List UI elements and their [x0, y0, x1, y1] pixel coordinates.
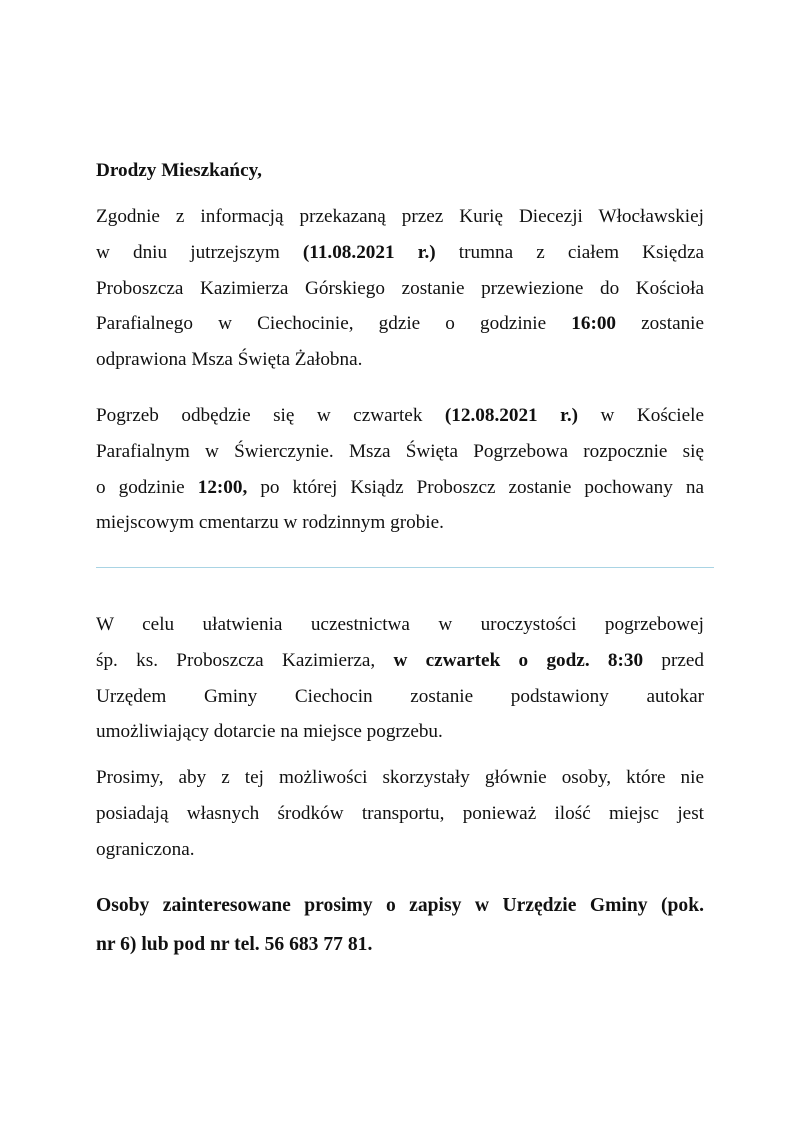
p5-line-2: nr 6) lub pod nr tel. 56 683 77 81. [96, 934, 373, 955]
bus-time: w czwartek o godz. 8:30 [393, 649, 644, 671]
greeting: Drodzy Mieszkańcy, [96, 160, 262, 181]
p1-line-3: Proboszcza Kazimierza Górskiego zostanie przewiezione do Kościoła [96, 277, 704, 299]
p3-line-1: W celu ułatwienia uczestnictwa w uroczystości pogrzebowej [96, 614, 704, 635]
p3-line-2: śp. ks. Proboszcza Kazimierza, w czwartek o godz. 8:30 przed [96, 649, 705, 671]
p1-line-1: Zgodnie z informacją przekazaną przez Kurię Diecezji Włocławskiej [96, 206, 704, 227]
paragraph-request [96, 760, 704, 867]
p2-line-1: Pogrzeb odbędzie się w czwartek (12.08.2021 r.) w Kościele [96, 405, 705, 426]
p1-line-4: Parafialnego w Ciechocinie, gdzie o godzinie 16:00 zostanie [96, 313, 705, 335]
p3-line-3: Urzędem Gminy Ciechocin zostanie podstawiony autokar [96, 685, 704, 707]
section-divider [96, 567, 714, 568]
paragraph-funeral [96, 398, 704, 541]
p1-line-2: w dniu jutrzejszym (11.08.2021 r.) trumna z ciałem Księdza [96, 241, 704, 263]
p5-line-1: Osoby zainteresowane prosimy o zapisy w Urzędzie Gminy (pok. [96, 895, 704, 916]
p4-line-3: ograniczona. [96, 838, 195, 860]
p2-line-3: o godzinie 12:00, po której Ksiądz Proboszcz zostanie pochowany na [96, 476, 705, 498]
p2-line-4: miejscowym cmentarzu w rodzinnym grobie. [96, 512, 444, 534]
time-funeral: 12:00, [197, 476, 248, 498]
p4-line-1: Prosimy, aby z tej możliwości skorzystały głównie osoby, które nie [96, 767, 704, 788]
date-transport: (11.08.2021 r.) [302, 241, 436, 263]
p3-line-4: umożliwiający dotarcie na miejsce pogrzebu. [96, 721, 443, 743]
greeting-block [96, 153, 704, 189]
p2-line-2: Parafialnym w Świerczynie. Msza Święta Pogrzebowa rozpocznie się [96, 440, 704, 462]
p1-line-5: odprawiona Msza Święta Żałobna. [96, 349, 363, 371]
paragraph-bus [96, 607, 704, 750]
p4-line-2: posiadają własnych środków transportu, ponieważ ilość miejsc jest [96, 802, 704, 824]
time-mass: 16:00 [571, 313, 617, 335]
paragraph-funeral-transport [96, 199, 704, 378]
date-funeral: (12.08.2021 r.) [444, 405, 579, 426]
paragraph-signup [96, 886, 704, 964]
